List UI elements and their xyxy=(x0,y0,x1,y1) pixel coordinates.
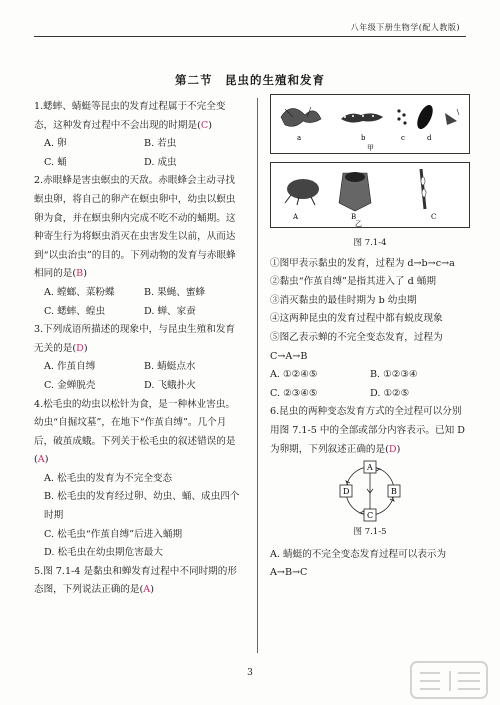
q1-close: ) xyxy=(208,119,212,131)
figure-jia xyxy=(270,94,470,154)
q5-option-a: A. ①②④⑤ xyxy=(270,369,318,381)
section-title: 第二节 昆虫的生殖和发育 xyxy=(175,73,325,87)
q5-item-2: ②黏虫“作茧自缚”是指其进入了 d 蛹期 xyxy=(270,276,436,288)
cicada-nymph-icon xyxy=(285,179,319,205)
q5-stem: 5.图 7.1-4 是黏虫和蝉发育过程中不同时期的形态图，下列说法正确的是( xyxy=(34,565,237,596)
q4-option-d: D. 松毛虫在幼虫期危害最大 xyxy=(44,547,163,559)
q3-option-c: C. 金蝉脱壳 xyxy=(44,379,96,391)
q4-answer: A xyxy=(37,454,45,466)
q5-option-b: B. ①②③④ xyxy=(370,369,418,381)
header-rule xyxy=(34,36,466,37)
moth-adult-icon xyxy=(281,107,321,126)
larva-icon xyxy=(341,113,383,122)
yi-label-b: B xyxy=(351,213,357,221)
q5-answer: A xyxy=(143,584,151,596)
q5-item-1: ①图甲表示黏虫的发育，过程为 d→b→c→a xyxy=(270,257,455,269)
q3-answer: D xyxy=(76,342,84,354)
figure4-caption: 图 7.1-4 xyxy=(353,238,387,248)
figure-yi xyxy=(270,162,470,228)
jia-label-d: d xyxy=(427,134,432,142)
jia-illustration xyxy=(271,95,469,153)
jia-label-b: b xyxy=(361,134,366,142)
jia-label-c: c xyxy=(401,134,405,142)
q5-item-4: ④这两种昆虫的发育过程中都有蜕皮现象 xyxy=(270,313,443,325)
q1-answer: C xyxy=(200,119,209,131)
right-column xyxy=(270,94,470,583)
q2-stem: 2.赤眼蜂是害虫螟虫的天敌。赤眼蜂会主动寻找螟虫卵，将自己的卵产在螟虫卵中，幼虫以螟虫卵为食，并在螟虫卵内完成不吃不动的蛹期。这种寄生行为将螟虫消灭在虫害发生以前，从而达到“以虫治虫”的目的。下列动物的发育与赤眼蜂相同的是( xyxy=(34,175,236,280)
q4-option-a: A. 松毛虫的发育为不完全变态 xyxy=(44,472,173,484)
page-number: 3 xyxy=(247,668,253,678)
q5-close: ) xyxy=(150,584,154,596)
q2-option-c: C. 蟋蟀、蝗虫 xyxy=(44,305,106,317)
cycle-node-c: C xyxy=(367,511,374,521)
eggs-icon xyxy=(397,109,406,124)
small-moth-icon xyxy=(445,109,459,125)
q2-option-a: A. 螳螂、菜粉蝶 xyxy=(44,286,115,298)
q2-option-b: B. 果蝇、蜜蜂 xyxy=(144,286,206,298)
yi-illustration xyxy=(271,163,469,227)
cycle-diagram xyxy=(270,459,470,523)
q5-option-c: C. ②③④⑤ xyxy=(270,387,318,399)
q3-stem: 3.下列成语所描述的现象中，与昆虫生殖和发育无关的是( xyxy=(34,324,236,354)
question-5-stem xyxy=(34,563,244,600)
question-4 xyxy=(34,396,244,563)
q3-close: ) xyxy=(83,342,88,354)
q6-close: ) xyxy=(396,443,401,455)
q1-option-d: D. 成虫 xyxy=(144,156,177,168)
yi-label-a: A xyxy=(293,213,299,221)
cycle-node-b: B xyxy=(391,487,397,497)
q2-option-d: D. 蝉、家蚕 xyxy=(144,305,196,317)
yi-caption: 乙 xyxy=(355,220,362,227)
cicada-eggs-icon xyxy=(421,169,426,209)
question-6 xyxy=(270,403,470,459)
jia-caption: 甲 xyxy=(367,144,374,152)
question-3 xyxy=(34,321,244,395)
q6-answer: D xyxy=(388,443,397,455)
cycle-node-d: D xyxy=(343,487,350,497)
q5-items xyxy=(270,255,470,404)
q4-option-c: C. 松毛虫“作茧自缚”后进入蛹期 xyxy=(44,528,183,540)
q1-option-b: B. 若虫 xyxy=(144,138,177,150)
cycle-node-a: A xyxy=(367,463,373,473)
q1-option-a: A. 卵 xyxy=(44,138,67,150)
q5-item-3: ③消灭黏虫的最佳时期为 b 幼虫期 xyxy=(270,294,417,306)
question-2 xyxy=(34,172,244,321)
q6-stem: 6.昆虫的两种变态发育方式的全过程可以分别用图 7.1-5 中的全部或部分内容表示。已知 D 为卵期，下列叙述正确的是( xyxy=(270,406,465,455)
column-divider xyxy=(257,98,258,653)
question-1 xyxy=(34,98,244,172)
left-column xyxy=(34,98,244,600)
jia-label-a: a xyxy=(297,134,302,142)
q6-option-a: A. 蜻蜓的不完全变态发育过程可以表示为 A→B→C xyxy=(270,548,447,579)
q3-option-d: D. 飞蛾扑火 xyxy=(144,379,196,391)
q3-option-b: B. 蜻蜓点水 xyxy=(144,361,196,373)
figure-cycle xyxy=(270,459,470,523)
figure5-caption: 图 7.1-5 xyxy=(353,527,387,538)
yi-label-c: C xyxy=(431,213,437,221)
q4-option-b: B. 松毛虫的发育经过卵、幼虫、蛹、成虫四个时期 xyxy=(44,491,240,522)
q1-option-c: C. 蛹 xyxy=(44,156,67,168)
q5-option-d: D. ①②⑤ xyxy=(370,387,410,399)
q2-answer: B xyxy=(76,268,84,280)
pupa-icon xyxy=(414,103,436,132)
watermark-logo-icon xyxy=(410,661,488,699)
q1-stem: 1.蟋蟀、蜻蜓等昆虫的发育过程属于不完全变态，这种发育过程中不会出现的时期是( xyxy=(34,101,226,131)
q4-stem: 4.松毛虫的幼虫以松针为食，是一种林业害虫。幼虫“自掘坟墓”，在地下“作茧自缚”。几个月后，破茧成蛾。下列关于松毛虫的叙述错误的是( xyxy=(34,398,236,466)
cicada-adult-icon xyxy=(339,172,371,211)
q5-item-5: ⑤图乙表示蝉的不完全变态发育，过程为 C→A→B xyxy=(270,331,443,362)
q2-close: ) xyxy=(83,268,87,280)
page-header: 八年级下册生物学(配人教版) xyxy=(350,23,460,32)
q3-option-a: A. 作茧自缚 xyxy=(44,361,96,373)
q4-close: ) xyxy=(44,454,49,466)
